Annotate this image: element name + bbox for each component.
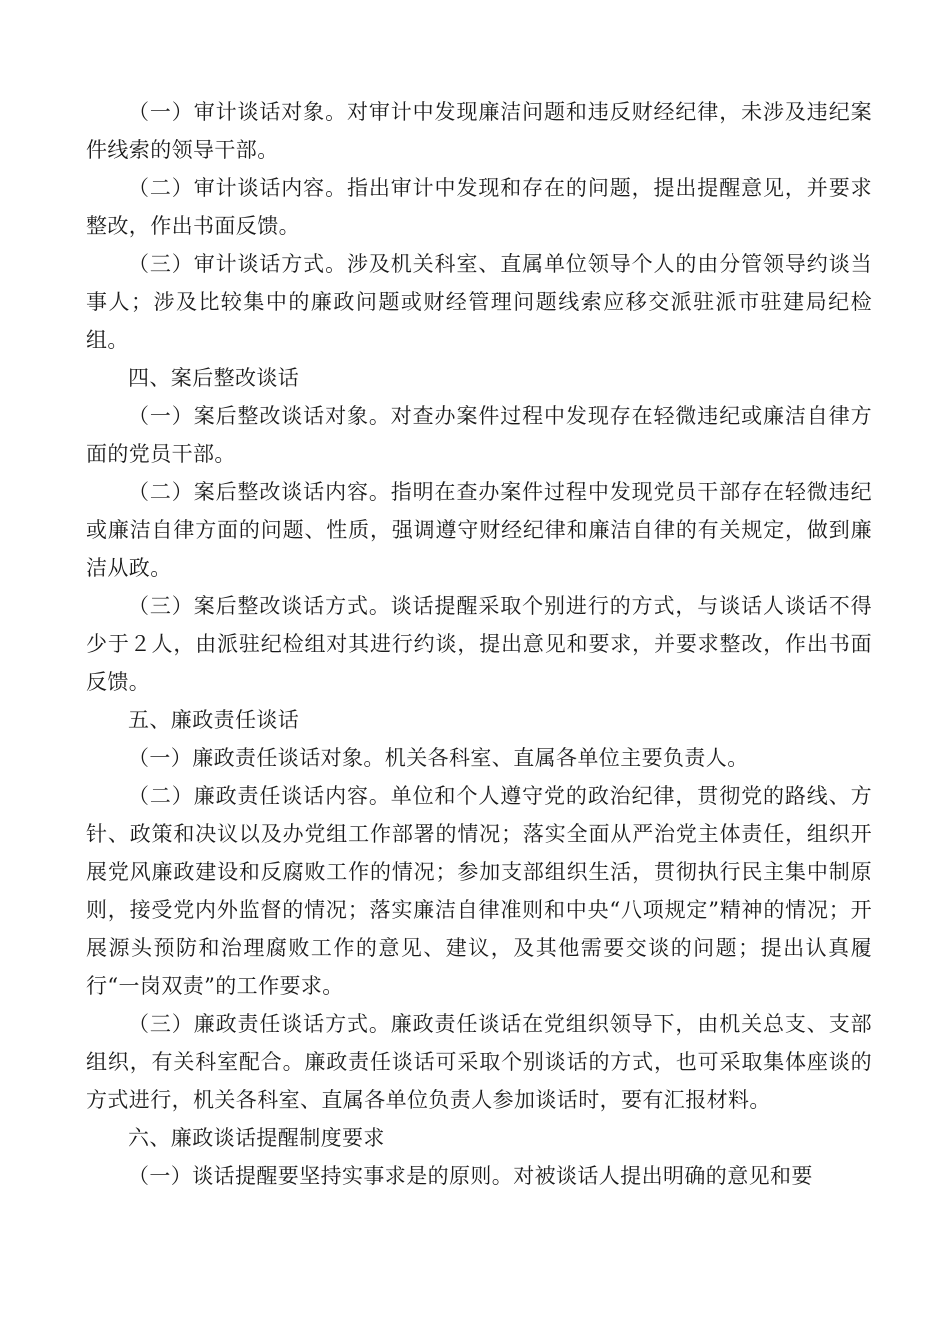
paragraph-rectify-method: （三）案后整改谈话方式。谈话提醒采取个别进行的方式，与谈话人谈话不得少于２人，由派驻纪检组对其进行约谈，提出意见和要求，并要求整改，作出书面反馈。 xyxy=(86,594,872,694)
document-page xyxy=(86,93,872,1195)
paragraph-duty-method: （三）廉政责任谈话方式。廉政责任谈话在党组织领导下，由机关总支、支部组织，有关科室配合。廉政责任谈话可采取个别谈话的方式，也可采取集体座谈的方式进行，机关各科室、直属各单位负责人参加谈话时，要有汇报材料。 xyxy=(86,1012,872,1112)
section-heading-6: 六、廉政谈话提醒制度要求 xyxy=(128,1126,385,1150)
section-heading-4: 四、案后整改谈话 xyxy=(128,366,300,390)
paragraph-audit-method: （三）审计谈话方式。涉及机关科室、直属单位领导个人的由分管领导约谈当事人；涉及比较集中的廉政问题或财经管理问题线索应移交派驻派市驻建局纪检组。 xyxy=(86,252,872,352)
paragraph-rectify-content: （二）案后整改谈话内容。指明在查办案件过程中发现党员干部存在轻微违纪或廉洁自律方面的问题、性质，强调遵守财经纪律和廉洁自律的有关规定，做到廉洁从政。 xyxy=(86,480,872,580)
paragraph-duty-content: （二）廉政责任谈话内容。单位和个人遵守党的政治纪律，贯彻党的路线、方针、政策和决议以及办党组工作部署的情况；落实全面从严治党主体责任，组织开展党风廉政建设和反腐败工作的情况；参加支部组织生活，贯彻执行民主集中制原则，接受党内外监督的情况；落实廉洁自律准则和中央“八项规定”精神的情况；开展源头预防和治理腐败工作的意见、建议，及其他需要交谈的问题；提出认真履行“一岗双责”的工作要求。 xyxy=(86,784,872,998)
section-heading-5: 五、廉政责任谈话 xyxy=(128,708,300,732)
paragraph-audit-content: （二）审计谈话内容。指出审计中发现和存在的问题，提出提醒意见，并要求整改，作出书面反馈。 xyxy=(86,176,872,238)
paragraph-audit-target: （一）审计谈话对象。对审计中发现廉洁问题和违反财经纪律，未涉及违纪案件线索的领导干部。 xyxy=(86,100,872,162)
paragraph-rectify-target: （一）案后整改谈话对象。对查办案件过程中发现存在轻微违纪或廉洁自律方面的党员干部。 xyxy=(86,404,872,466)
paragraph-duty-target: （一）廉政责任谈话对象。机关各科室、直属各单位主要负责人。 xyxy=(128,746,749,770)
paragraph-requirement-1: （一）谈话提醒要坚持实事求是的原则。对被谈话人提出明确的意见和要 xyxy=(128,1164,813,1188)
